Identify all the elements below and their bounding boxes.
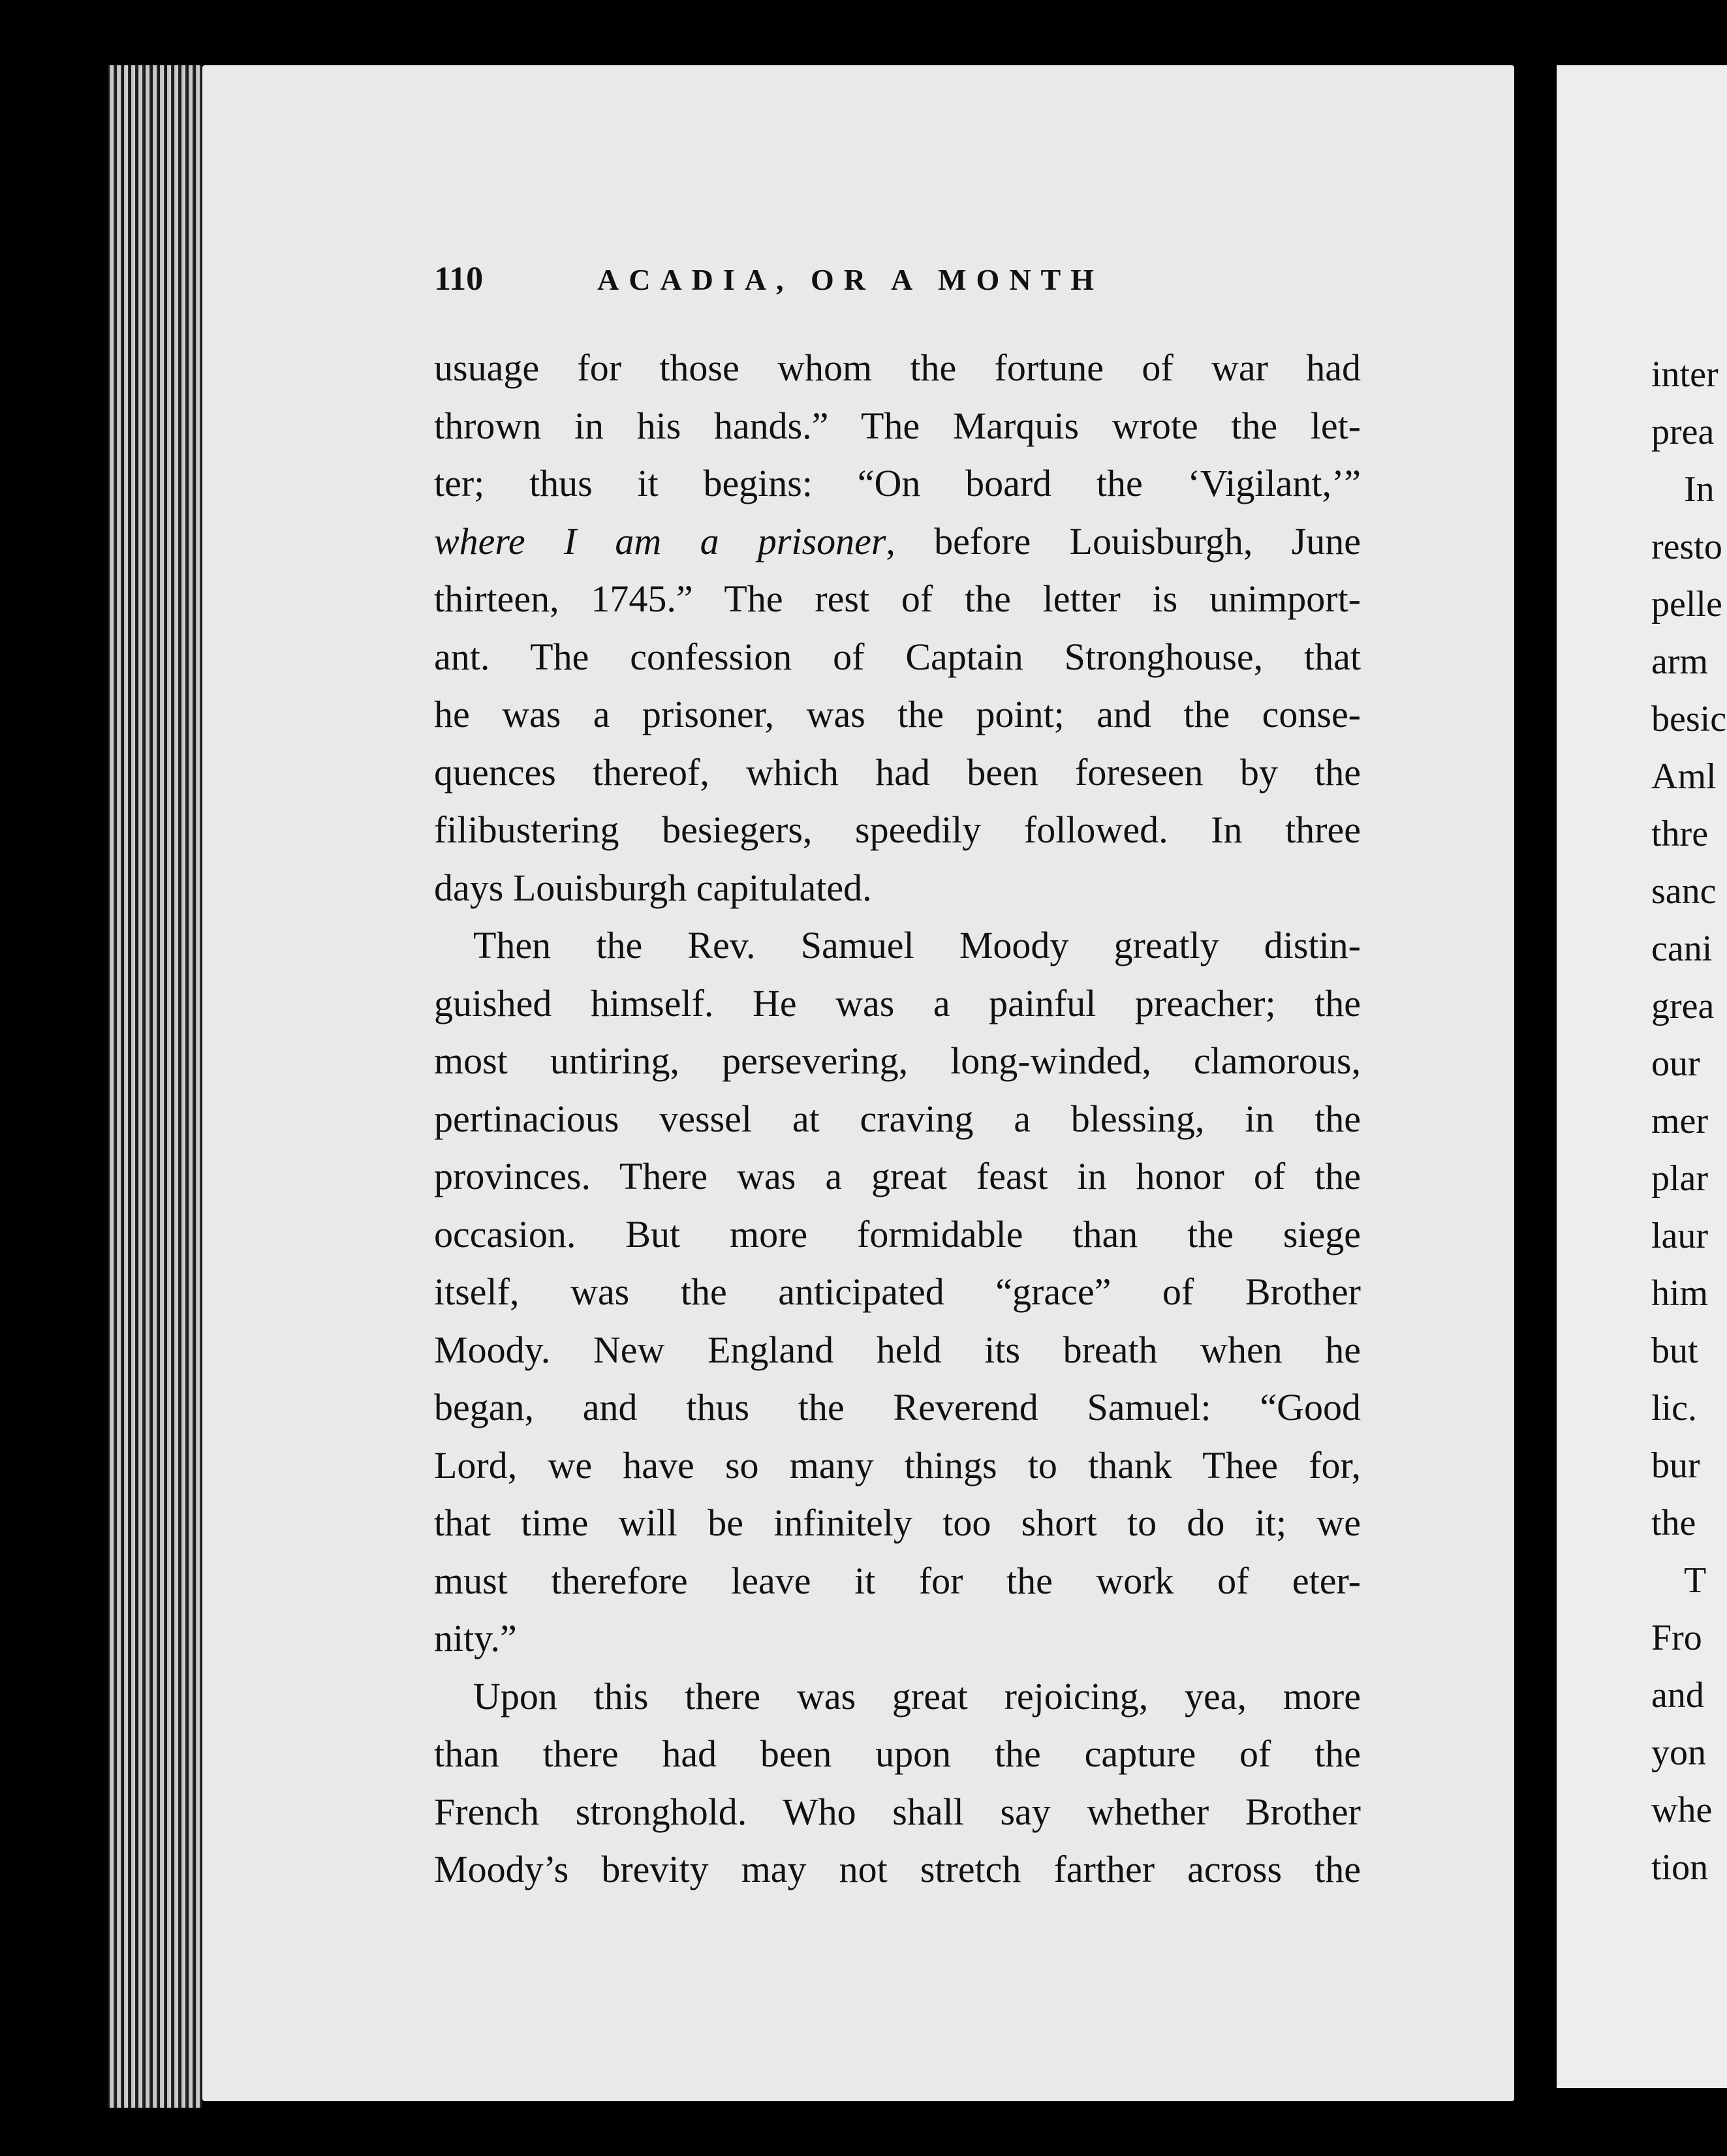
text-line: usuage for those whom the fortune of war had xyxy=(434,346,1361,389)
text-line: Lord, we have so many things to thank Thee for, xyxy=(434,1443,1361,1486)
facing-line: mer xyxy=(1651,1101,1709,1141)
facing-line: cani xyxy=(1651,929,1713,969)
facing-line: arm xyxy=(1651,641,1709,682)
facing-page-text xyxy=(1651,346,1727,1896)
facing-line: laur xyxy=(1651,1216,1709,1256)
text-line: guished himself. He was a painful preacher; the xyxy=(434,981,1361,1024)
facing-line: pelle xyxy=(1651,584,1722,624)
text-line: thrown in his hands.” The Marquis wrote the let- xyxy=(434,404,1361,447)
text-line: most untiring, persevering, long-winded, clamorous, xyxy=(434,1040,1361,1082)
text-line: pertinacious vessel at craving a blessing, in the xyxy=(434,1097,1361,1140)
facing-line: whe xyxy=(1651,1790,1713,1830)
text-line: began, and thus the Reverend Samuel: “Good xyxy=(434,1386,1361,1428)
text-line: that time will be infinitely too short to do it; we xyxy=(434,1502,1361,1544)
facing-line: T xyxy=(1684,1560,1707,1601)
facing-line: tion xyxy=(1651,1847,1709,1888)
text-line: than there had been upon the capture of the xyxy=(434,1732,1361,1775)
facing-line: grea xyxy=(1651,986,1715,1026)
text-line: Moody’s brevity may not stretch farther across the xyxy=(434,1848,1361,1890)
text-line: French stronghold. Who shall say whether Brother xyxy=(434,1790,1361,1833)
body-text xyxy=(434,339,1361,1899)
facing-line: lic. xyxy=(1651,1388,1697,1428)
text-line: days Louisburgh capitulated. xyxy=(434,866,872,909)
facing-line: inter xyxy=(1651,354,1719,395)
facing-line: bur xyxy=(1651,1445,1700,1486)
text-line: he was a prisoner, was the point; and the conse- xyxy=(434,693,1361,735)
text-line: ant. The confession of Captain Stronghouse, that xyxy=(434,635,1361,678)
text-line: where I am a prisoner, before Louisburgh, June xyxy=(434,519,1361,562)
page-edges xyxy=(108,65,202,2108)
facing-line: him xyxy=(1651,1273,1709,1314)
text-line: nity.” xyxy=(434,1617,517,1659)
text-line: ter; thus it begins: “On board the ‘Vigilant,’” xyxy=(434,462,1361,504)
text-line: thirteen, 1745.” The rest of the letter is unimport- xyxy=(434,578,1361,620)
text-line: Upon this there was great rejoicing, yea, more xyxy=(473,1674,1361,1717)
facing-line: yon xyxy=(1651,1732,1706,1773)
text-line: filibustering besiegers, speedily followed. In three xyxy=(434,808,1361,851)
facing-line: but xyxy=(1651,1331,1698,1371)
facing-line: sanc xyxy=(1651,871,1717,912)
text-line: Moody. New England held its breath when he xyxy=(434,1328,1361,1371)
facing-line: Fro xyxy=(1651,1618,1702,1658)
gutter-shadow xyxy=(1537,78,1557,1808)
facing-line: thre xyxy=(1651,814,1709,854)
facing-line: prea xyxy=(1651,412,1715,452)
facing-line: In xyxy=(1684,469,1715,510)
facing-line: besic xyxy=(1651,699,1727,739)
facing-line: plar xyxy=(1651,1158,1709,1199)
facing-line: resto xyxy=(1651,527,1722,567)
text-line: must therefore leave it for the work of eter- xyxy=(434,1559,1361,1602)
italic-phrase: where I am a prisoner xyxy=(434,519,886,562)
text-line: quences thereof, which had been foreseen by the xyxy=(434,750,1361,793)
text-line: itself, was the anticipated “grace” of Brother xyxy=(434,1270,1361,1313)
text-line: Then the Rev. Samuel Moody greatly distin- xyxy=(473,924,1361,966)
text-line: occasion. But more formidable than the siege xyxy=(434,1212,1361,1255)
running-head-title: ACADIA, OR A MONTH xyxy=(597,263,1104,296)
running-head xyxy=(434,260,1380,312)
facing-line: the xyxy=(1651,1503,1696,1543)
text-line: provinces. There was a great feast in honor of the xyxy=(434,1155,1361,1197)
facing-line: our xyxy=(1651,1043,1700,1084)
facing-line: Aml xyxy=(1651,756,1717,797)
facing-line: and xyxy=(1651,1675,1704,1716)
page-number: 110 xyxy=(434,260,484,298)
